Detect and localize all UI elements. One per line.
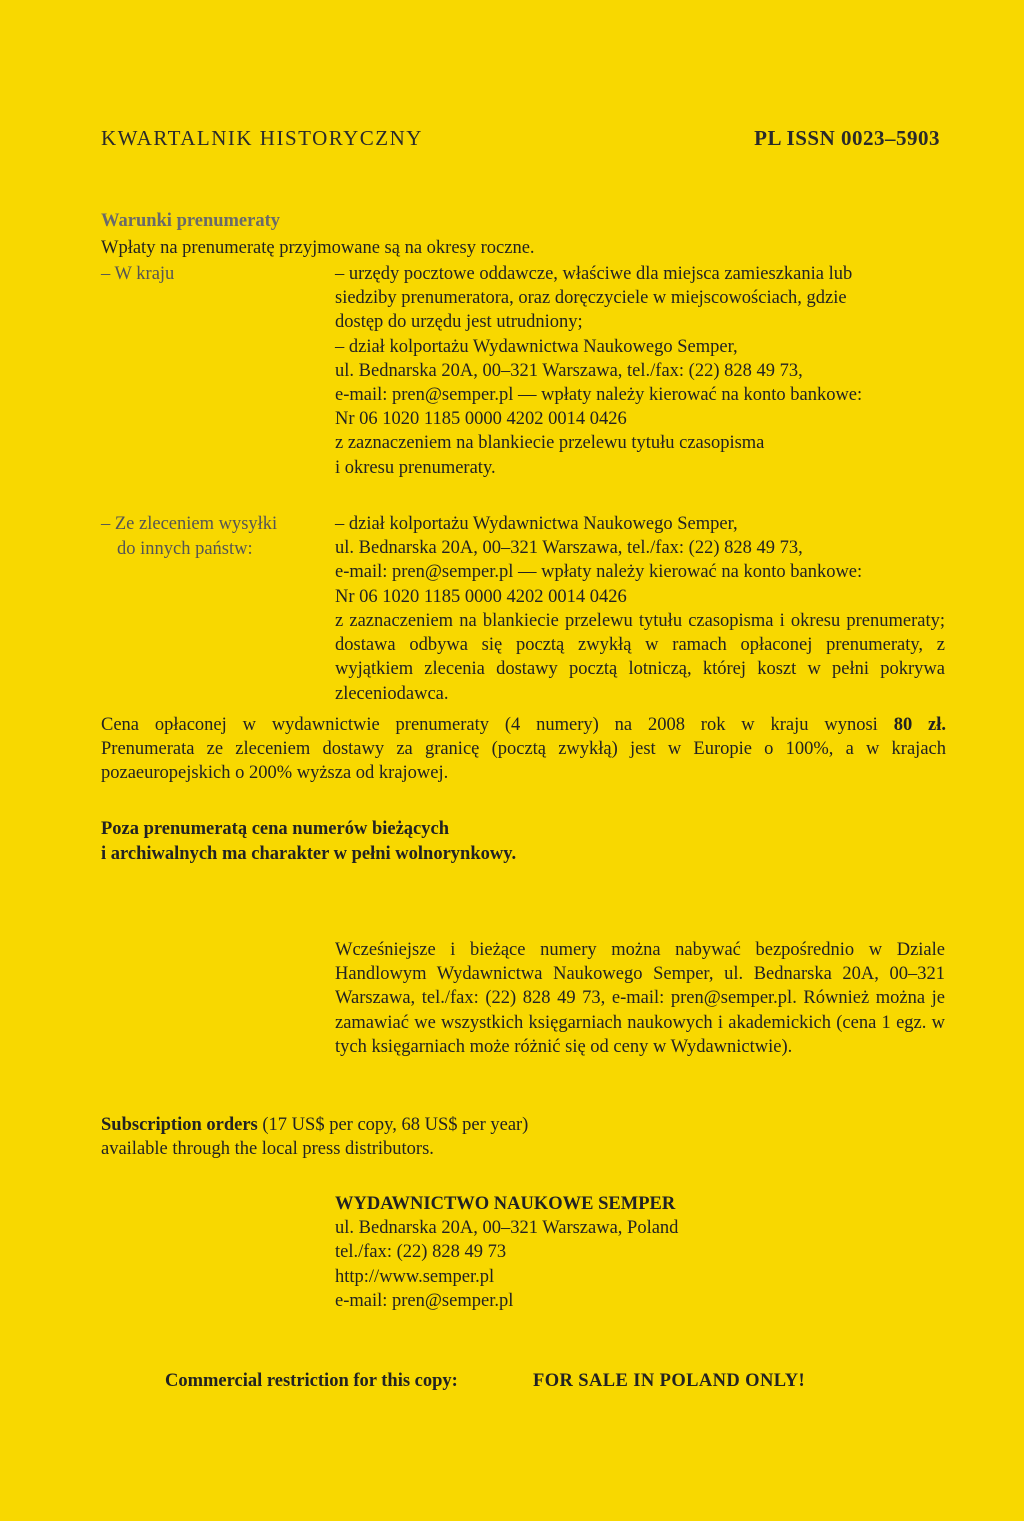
price-value: 80 zł. — [893, 715, 947, 735]
domestic-line: dostęp do urzędu jest utrudniony; — [335, 312, 583, 333]
price-line — [101, 713, 946, 737]
domestic-label: – W kraju — [101, 264, 175, 284]
restriction-value: FOR SALE IN POLAND ONLY! — [533, 1371, 806, 1391]
subscription-intro: Wpłaty na prenumeratę przyjmowane są na okresy roczne. — [101, 238, 535, 258]
journal-title: KWARTALNIK HISTORYCZNY — [101, 126, 423, 150]
domestic-line: – dział kolportażu Wydawnictwa Naukowego Semper, — [335, 336, 738, 357]
subscription-orders-prices: (17 US$ per copy, 68 US$ per year) — [262, 1115, 529, 1135]
international-line1 — [101, 1113, 528, 1137]
foreign-label-line1: – Ze zleceniem wysyłki — [101, 514, 278, 534]
publisher-phone: tel./fax: (22) 828 49 73 — [335, 1242, 507, 1263]
foreign-line: – dział kolportażu Wydawnictwa Naukowego Semper, — [335, 514, 738, 534]
back-issues-paragraph: Wcześniejsze i bieżące numery można nabywać bezpośrednio w Dziale Handlowym Wydawnictwa Naukowego Semper, ul. Bednarska 20A, 00–321 Warszawa, tel./fax: (22) 828 49 73, e-mail: pren@semper.pl. Również można je zamawiać we wszystkich księgarniach naukowych i akademickich (cena 1 egz. w tych księgarniach może różnić się od ceny w Wydawnictwie). — [335, 940, 945, 1057]
subscription-heading: Warunki prenumeraty — [101, 211, 281, 231]
publisher-email: e-mail: pren@semper.pl — [335, 1290, 514, 1311]
issn-number: PL ISSN 0023–5903 — [754, 126, 940, 150]
foreign-line: Nr 06 1020 1185 0000 4202 0014 0426 — [335, 586, 627, 607]
foreign-delivery-paragraph: z zaznaczeniem na blankiecie przelewu tytułu czasopisma i okresu prenumeraty; dostawa odbywa się pocztą zwykłą w ramach opłaconej prenumeraty, z wyjątkiem zlecenia dostawy pocztą lotniczą, której koszt w pełni pokrywa zleceniodawca. — [335, 611, 945, 704]
publisher-block — [335, 1192, 678, 1313]
domestic-line: e-mail: pren@semper.pl — wpłaty należy kierować na konto bankowe: — [335, 385, 863, 406]
price-text: Cena opłaconej w wydawnictwie prenumeraty (4 numery) na 2008 rok w kraju wynosi — [101, 715, 878, 735]
publisher-name: WYDAWNICTWO NAUKOWE SEMPER — [335, 1194, 676, 1214]
foreign-line: e-mail: pren@semper.pl — wpłaty należy kierować na konto bankowe: — [335, 562, 863, 583]
foreign-label-line2: do innych państw: — [117, 539, 253, 559]
foreign-details — [335, 512, 862, 609]
foreign-line: ul. Bednarska 20A, 00–321 Warszawa, tel./fax: (22) 828 49 73, — [335, 538, 803, 559]
domestic-line: ul. Bednarska 20A, 00–321 Warszawa, tel./fax: (22) 828 49 73, — [335, 360, 803, 381]
domestic-details — [335, 262, 862, 480]
free-market-line1: Poza prenumeratą cena numerów bieżących — [101, 819, 450, 839]
restriction-label: Commercial restriction for this copy: — [165, 1371, 458, 1391]
abroad-price-paragraph: Prenumerata ze zleceniem dostawy za granicę (pocztą zwykłą) jest w Europie o 100%, a w krajach pozaeuropejskich o 200% wyższa od krajowej. — [101, 739, 946, 783]
publisher-address: ul. Bednarska 20A, 00–321 Warszawa, Poland — [335, 1218, 679, 1239]
domestic-line: z zaznaczeniem na blankiecie przelewu tytułu czasopisma — [335, 433, 765, 454]
subscription-orders-label: Subscription orders — [101, 1115, 258, 1135]
domestic-line: Nr 06 1020 1185 0000 4202 0014 0426 — [335, 409, 627, 430]
domestic-line: – urzędy pocztowe oddawcze, właściwe dla miejsca zamieszkania lub — [335, 264, 853, 284]
free-market-line2: i archiwalnych ma charakter w pełni wolnorynkowy. — [101, 844, 517, 864]
publisher-website: http://www.semper.pl — [335, 1266, 495, 1287]
domestic-line: siedziby prenumeratora, oraz doręczyciele w miejscowościach, gdzie — [335, 288, 847, 309]
domestic-line: i okresu prenumeraty. — [335, 457, 496, 478]
international-line2: available through the local press distributors. — [101, 1139, 434, 1159]
